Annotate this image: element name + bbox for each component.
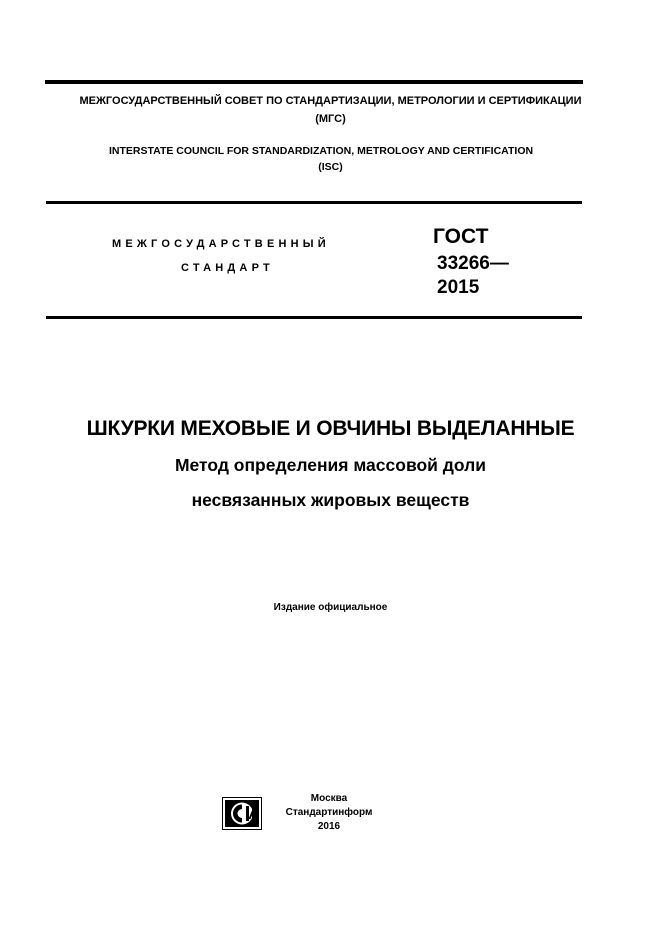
council-ru-name: МЕЖГОСУДАРСТВЕННЫЙ СОВЕТ ПО СТАНДАРТИЗАЦИИ, МЕТРОЛОГИИ И СЕРТИФИКАЦИИ [79, 95, 582, 107]
standard-code-year: 2015 [437, 277, 480, 298]
council-ru-abbr: (МГС) [315, 113, 346, 125]
standard-top-rule [46, 201, 582, 204]
council-en-name: INTERSTATE COUNCIL FOR STANDARDIZATION, METROLOGY AND CERTIFICATION [109, 145, 534, 157]
edition-label: Издание официальное [273, 602, 388, 613]
document-subtitle-line1: Метод определения массовой доли [174, 455, 487, 475]
council-en-abbr: (ISC) [318, 161, 343, 173]
standard-code-number: 33266— [437, 253, 509, 274]
publisher-name: Стандартинформ [285, 807, 373, 818]
document-subtitle-line2: несвязанных жировых веществ [191, 490, 470, 510]
standard-type-line1: МЕЖГОСУДАРСТВЕННЫЙ [112, 238, 330, 250]
publisher-year: 2016 [317, 821, 341, 832]
top-rule [45, 80, 583, 84]
standard-code-prefix: ГОСТ [433, 225, 489, 248]
standard-bottom-rule [46, 316, 582, 319]
standartinform-logo-icon [222, 797, 262, 830]
standard-type-line2: СТАНДАРТ [181, 262, 274, 274]
publisher-city: Москва [310, 793, 348, 804]
document-title: ШКУРКИ МЕХОВЫЕ И ОВЧИНЫ ВЫДЕЛАННЫЕ [86, 417, 575, 440]
